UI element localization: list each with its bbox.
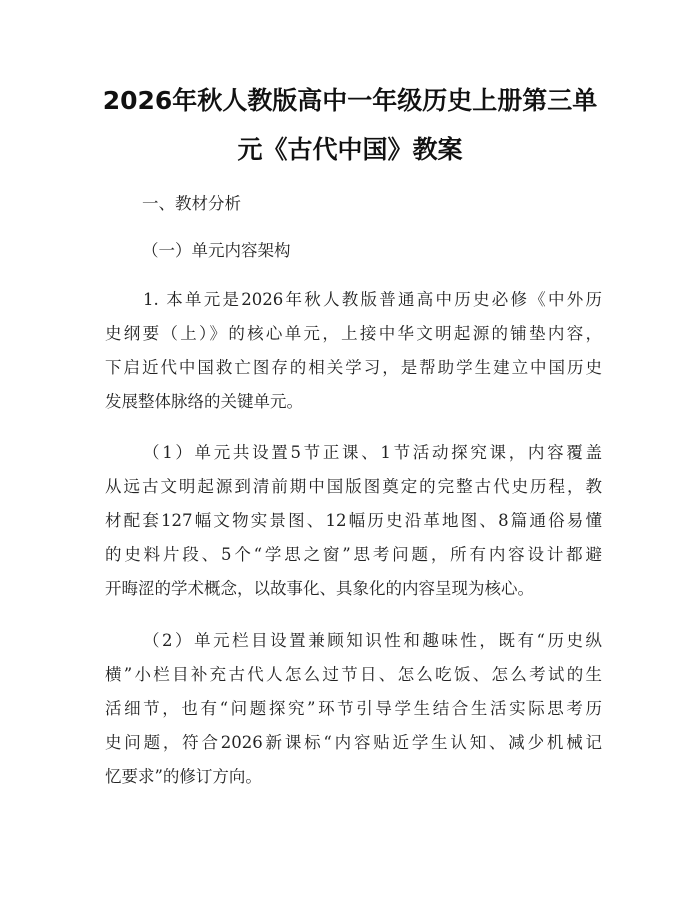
paragraph-line: 下启近代中国救亡图存的相关学习，是帮助学生建立中国历史 <box>105 358 602 377</box>
paragraph-line: 从远古文明起源到清前期中国版图奠定的完整古代史历程，教 <box>105 477 602 496</box>
document-title-line-2: 元《古代中国》教案 <box>237 135 463 164</box>
paragraph-line: 横”小栏目补充古代人怎么过节日、怎么吃饭、怎么考试的生 <box>105 665 602 684</box>
paragraph-line: （1）单元共设置5节正课、1节活动探究课，内容覆盖 <box>143 443 602 462</box>
paragraph-unit-overview <box>105 283 602 419</box>
paragraph-column-design <box>105 624 602 794</box>
paragraph-lesson-setup <box>105 436 602 606</box>
paragraph-line: 发展整体脉络的关键单元。 <box>105 392 303 411</box>
paragraph-line: 活细节，也有“问题探究”环节引导学生结合生活实际思考历 <box>105 699 602 718</box>
paragraph-line: 史纲要（上）》的核心单元，上接中华文明起源的铺垫内容， <box>105 324 602 343</box>
subsection-heading-unit-structure: （一）单元内容架构 <box>142 241 291 260</box>
paragraph-line: 史问题，符合2026新课标“内容贴近学生认知、减少机械记 <box>105 733 602 752</box>
paragraph-line: 材配套127幅文物实景图、12幅历史沿革地图、8篇通俗易懂 <box>105 511 602 530</box>
paragraph-line: 开晦涩的学术概念，以故事化、具象化的内容呈现为核心。 <box>105 579 534 598</box>
document-title-line-1: 2026年秋人教版高中一年级历史上册第三单 <box>102 86 598 115</box>
paragraph-line: 忆要求”的修订方向。 <box>105 767 262 786</box>
paragraph-line: 的史料片段、5个“学思之窗”思考问题，所有内容设计都避 <box>105 545 602 564</box>
section-heading-textbook-analysis: 一、教材分析 <box>142 194 241 213</box>
paragraph-line: （2）单元栏目设置兼顾知识性和趣味性，既有“历史纵 <box>143 631 602 650</box>
paragraph-line: 1. 本单元是2026年秋人教版普通高中历史必修《中外历 <box>143 290 602 309</box>
